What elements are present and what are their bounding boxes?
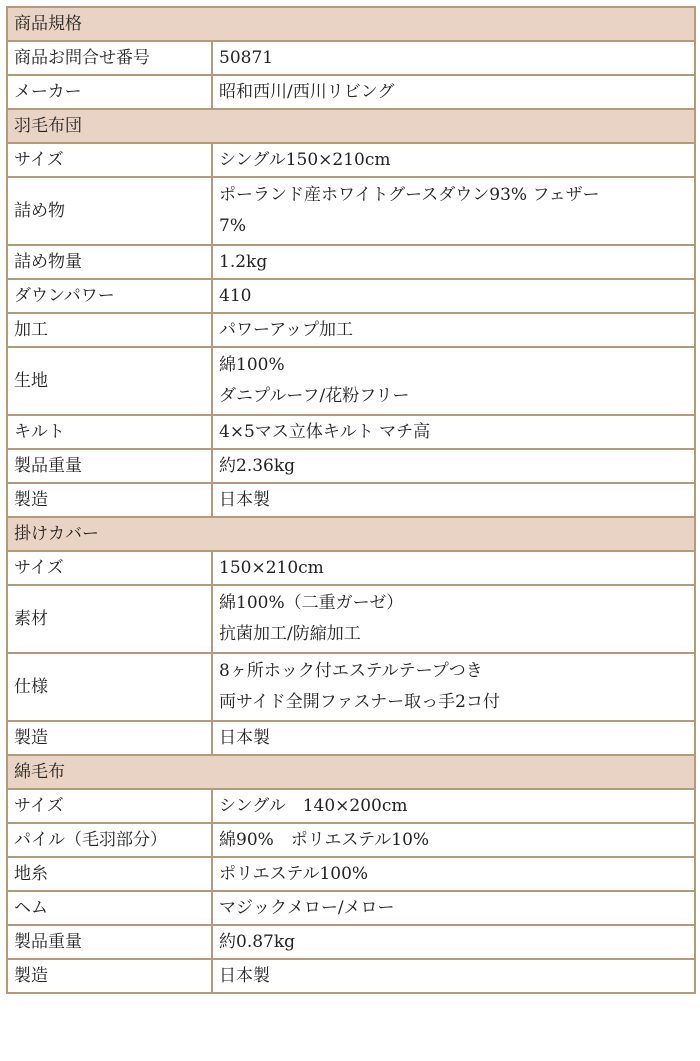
spec-value-line: 150×210cm — [219, 557, 324, 578]
spec-value — [212, 483, 695, 517]
table-row — [7, 891, 695, 925]
table-row — [7, 313, 695, 347]
spec-value-line: 抗菌加工/防縮加工 — [219, 624, 361, 644]
spec-value — [212, 75, 695, 109]
table-row — [7, 789, 695, 823]
spec-value — [212, 245, 695, 279]
table-row — [7, 483, 695, 517]
spec-value-line: シングル 140×200cm — [219, 795, 408, 816]
spec-value-line: 7% — [219, 216, 246, 236]
spec-label: 製造 — [7, 483, 212, 517]
spec-value-line: 両サイド全開ファスナー取っ手2コ付 — [219, 692, 500, 712]
spec-value-line: 410 — [219, 285, 252, 306]
spec-value — [212, 449, 695, 483]
spec-value — [212, 721, 695, 755]
section-header-row — [7, 755, 695, 789]
section-header-row — [7, 7, 695, 41]
spec-value — [212, 143, 695, 177]
table-row — [7, 721, 695, 755]
spec-label: メーカー — [7, 75, 212, 109]
spec-value-line: 綿90% ポリエステル10% — [219, 829, 430, 850]
spec-value — [212, 41, 695, 75]
spec-value — [212, 585, 695, 653]
spec-label: 製品重量 — [7, 925, 212, 959]
spec-value-line: ポリエステル100% — [219, 863, 369, 884]
spec-value-line: 1.2kg — [219, 251, 268, 272]
spec-value — [212, 891, 695, 925]
spec-value — [212, 789, 695, 823]
spec-value-line: 綿100% — [219, 355, 285, 375]
spec-value — [212, 347, 695, 415]
spec-label: 製造 — [7, 721, 212, 755]
spec-label: 詰め物量 — [7, 245, 212, 279]
spec-label: サイズ — [7, 143, 212, 177]
table-row — [7, 551, 695, 585]
spec-label: 製品重量 — [7, 449, 212, 483]
spec-value — [212, 415, 695, 449]
spec-value-line: 日本製 — [219, 489, 270, 510]
table-row — [7, 959, 695, 993]
spec-value-line: 約0.87kg — [219, 931, 296, 952]
spec-value — [212, 857, 695, 891]
section-header-row — [7, 109, 695, 143]
spec-label: 詰め物 — [7, 177, 212, 245]
spec-table — [6, 6, 696, 994]
table-row — [7, 143, 695, 177]
table-row — [7, 415, 695, 449]
section-title: 綿毛布 — [7, 755, 695, 789]
spec-label: サイズ — [7, 789, 212, 823]
section-title: 掛けカバー — [7, 517, 695, 551]
spec-value-line: パワーアップ加工 — [219, 319, 353, 340]
section-title: 羽毛布団 — [7, 109, 695, 143]
table-row — [7, 75, 695, 109]
spec-label: 加工 — [7, 313, 212, 347]
spec-value-line: 約2.36kg — [219, 455, 296, 476]
spec-value-line: マジックメロー/メロー — [219, 897, 395, 918]
spec-value — [212, 823, 695, 857]
table-row — [7, 449, 695, 483]
spec-table-body — [7, 7, 695, 993]
table-row — [7, 857, 695, 891]
table-row — [7, 41, 695, 75]
spec-label: サイズ — [7, 551, 212, 585]
spec-value — [212, 177, 695, 245]
spec-value-line: シングル150×210cm — [219, 149, 391, 170]
spec-value — [212, 313, 695, 347]
spec-label: キルト — [7, 415, 212, 449]
table-row — [7, 925, 695, 959]
spec-label: ヘム — [7, 891, 212, 925]
spec-label: パイル（毛羽部分） — [7, 823, 212, 857]
spec-value — [212, 653, 695, 721]
table-row — [7, 177, 695, 245]
spec-value-line: 日本製 — [219, 965, 270, 986]
spec-label: 素材 — [7, 585, 212, 653]
spec-value — [212, 959, 695, 993]
spec-label: ダウンパワー — [7, 279, 212, 313]
spec-label: 仕様 — [7, 653, 212, 721]
spec-label: 商品お問合せ番号 — [7, 41, 212, 75]
table-row — [7, 245, 695, 279]
spec-value-line: 8ヶ所ホック付エステルテープつき — [219, 661, 483, 681]
table-row — [7, 823, 695, 857]
table-row — [7, 347, 695, 415]
table-row — [7, 653, 695, 721]
spec-value-line: 4×5マス立体キルト マチ高 — [219, 421, 431, 442]
spec-label: 製造 — [7, 959, 212, 993]
spec-value-line: 50871 — [219, 47, 274, 68]
table-row — [7, 585, 695, 653]
spec-value — [212, 551, 695, 585]
spec-value-line: 日本製 — [219, 727, 270, 748]
spec-value-line: 昭和西川/西川リビング — [219, 81, 395, 102]
table-row — [7, 279, 695, 313]
spec-value-line: ポーランド産ホワイトグースダウン93% フェザー — [219, 185, 600, 205]
spec-value — [212, 279, 695, 313]
spec-value-line: 綿100%（二重ガーゼ） — [219, 593, 404, 613]
spec-value — [212, 925, 695, 959]
spec-label: 地糸 — [7, 857, 212, 891]
spec-label: 生地 — [7, 347, 212, 415]
section-title: 商品規格 — [7, 7, 695, 41]
section-header-row — [7, 517, 695, 551]
spec-value-line: ダニプルーフ/花粉フリー — [219, 386, 410, 406]
